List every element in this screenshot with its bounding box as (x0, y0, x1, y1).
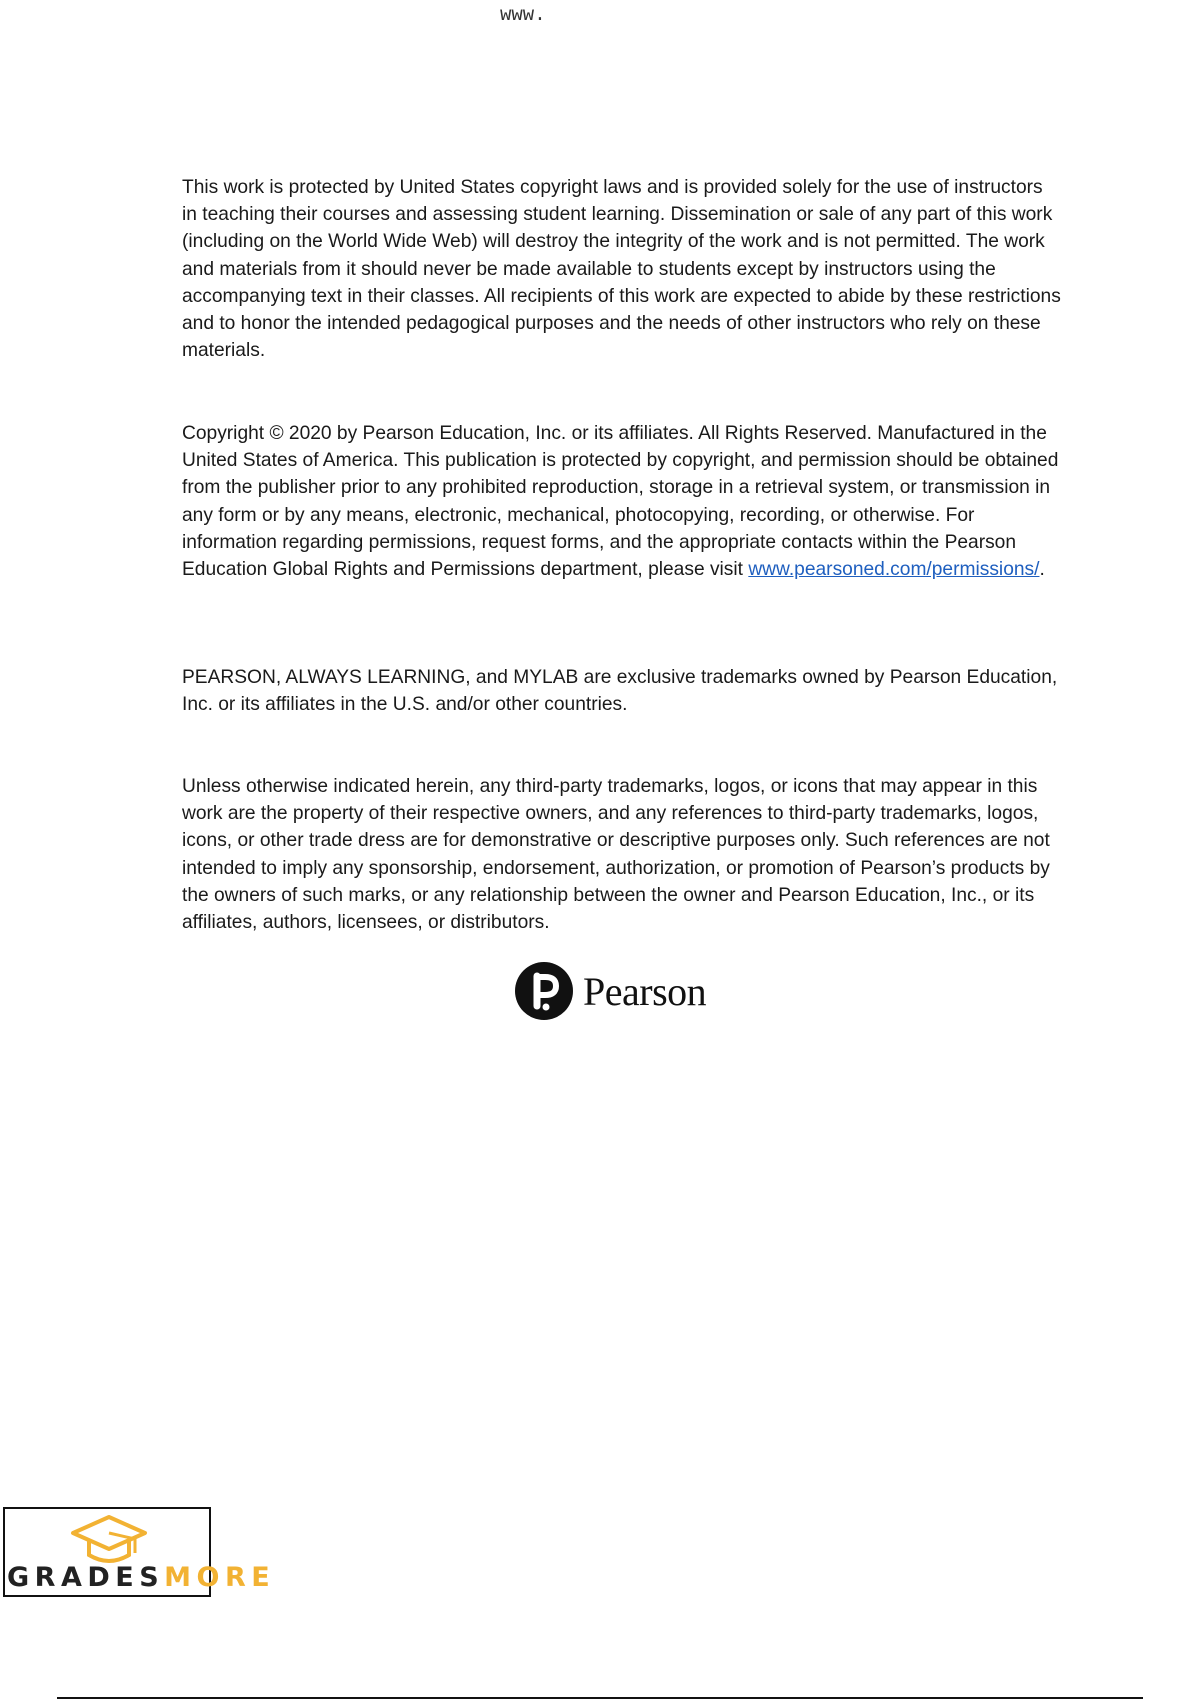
pearson-p-icon (515, 962, 573, 1020)
third-party-notice: Unless otherwise indicated herein, any third-party trademarks, logos, or icons that may appear in this work are the property of their respective owners, and any references to third-party trademarks, logos, icons, or other trade dress are for demonstrative or descriptive purposes only. Such references are not intended to imply any sponsorship, endorsement, authorization, or promotion of Pearson’s products by the owners of such marks, or any relationship between the owner and Pearson Education, Inc., or its affiliates, authors, licensees, or distributors. (182, 776, 1050, 934)
permissions-link[interactable]: www.pearsoned.com/permissions/ (748, 559, 1040, 581)
protection-notice: This work is protected by United States copyright laws and is provided solely for the use of instructors in teaching their courses and assessing student learning. Dissemination or sale of any part of this work (including on the World Wide Web) will destroy the integrity of the work and is not permitted. The work and materials from it should never be made available to students except by instructors using the accompanying text in their classes. All recipients of this work are expected to abide by these restrictions and to honor the intended pedagogical purposes and the needs of other instructors who rely on these materials. (182, 177, 1061, 362)
badge-part-grades: GRADES (7, 1562, 165, 1593)
gradesmore-badge (3, 1507, 276, 1597)
copyright-notice (182, 420, 1062, 583)
header-text: www. (500, 4, 546, 26)
pearson-logo (515, 962, 706, 1020)
trademark-notice: PEARSON, ALWAYS LEARNING, and MYLAB are exclusive trademarks owned by Pearson Education, Inc. or its affiliates in the U.S. and/or other countries. (182, 667, 1058, 716)
footer-divider (57, 1697, 1143, 1699)
gradesmore-wordmark (7, 1563, 275, 1593)
copyright-text: Copyright © 2020 by Pearson Education, Inc. or its affiliates. All Rights Reserved. Manufactured in the United States of America. This publication is protected by copyright, and permission should be obtained from the publisher prior to any prohibited reproduction, storage in a retrieval system, or transmission in any form or by any means, electronic, mechanical, photocopying, recording, or otherwise. For information regarding permissions, request forms, and the appropriate contacts within the Pearson Education Global Rights and Permissions department, please visit (182, 423, 1059, 581)
copyright-end: . (1039, 559, 1045, 581)
pearson-wordmark: Pearson (583, 968, 707, 1014)
badge-part-more: MORE (164, 1562, 276, 1593)
